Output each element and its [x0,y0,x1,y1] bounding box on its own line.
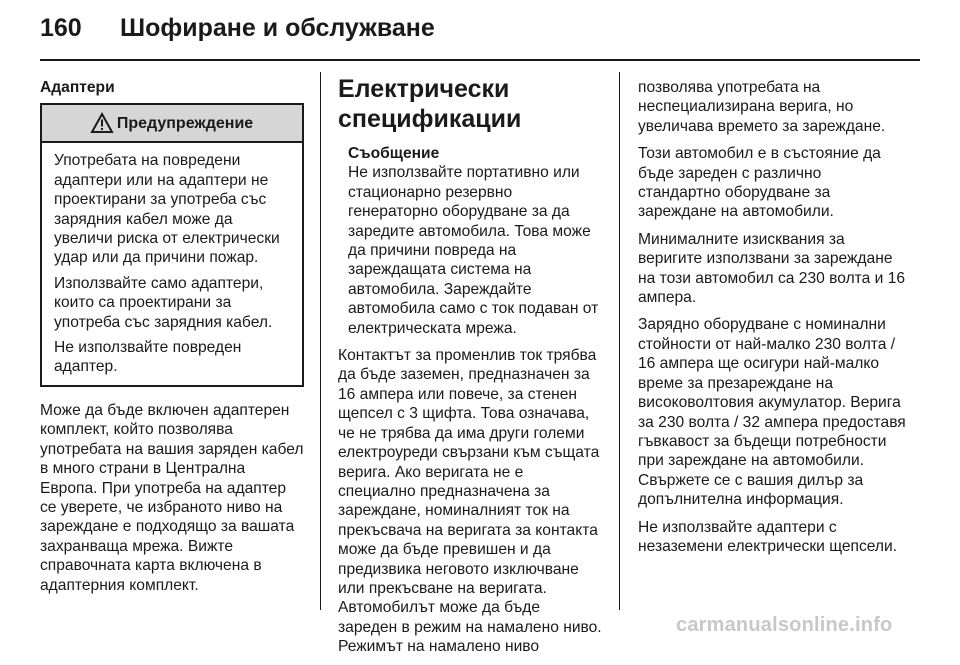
body-paragraph: позволява употребата на неспециализирана верига, но увеличава времето за зареждане. [638,79,886,135]
warning-body [42,143,302,384]
notice-label: Съобщение [348,145,440,162]
column-1 [40,78,304,603]
header-rule [40,59,920,61]
page-title: Шофиране и обслужване [120,14,435,42]
warning-header [42,105,302,143]
adapter-paragraph: Може да бъде включен адаптерен комплект, който позволява употребата на вашия заряден кабел в много страни в Централна Европа. При употреба на адаптер се уверете, че избраното ниво на зареждане е подходящо за вашата захранваща мрежа. Вижте справочната карта включена в адаптерния комплект. [40,401,304,594]
warning-icon [91,113,113,133]
page-number: 160 [40,14,82,42]
warning-paragraph: Използвайте само адаптери, които са проектирани за употреба със зарядния кабел. [54,274,273,331]
column-divider-2 [619,72,620,610]
watermark: carmanualsonline.info [676,614,893,636]
column-2 [338,75,602,665]
body-paragraph: Минималните изисквания за веригите използвани за зареждане на този автомобил са 230 волта и 16 ампера. [638,230,906,307]
column-3 [638,78,908,564]
column-divider-1 [320,72,321,610]
body-paragraph: Не използвайте адаптери с незаземени електрически щепсели. [638,518,898,555]
warning-box [40,103,304,386]
ac-outlet-paragraph: Контактът за променлив ток трябва да бъде заземен, предназначен за 16 ампера или повече, за стенен щепсел с 3 щифта. Това означава, че не трябва да има други големи електроуреди свързани към същата верига. Ако веригата не е специално предназначена за зареждане, номиналният ток на прекъсвача на веригата за контакта може да бъде превишен и да предизвика неговото изключване или прекъсване на веригата. Автомобилът може да бъде зареден в режим на намалено ниво. Режимът на намалено ниво [338,347,602,656]
page-header [40,14,920,58]
warning-paragraph: Употребата на повредени адаптери или на адаптери не проектирани за употреба със зарядния кабел може да увеличи риска от електрически удар или да причини пожар. [54,152,280,267]
section-heading-electrical-specs: Електрически спецификации [338,75,522,133]
body-paragraph: Този автомобил е в състояние да бъде зареден с различно стандартно оборудване за зареждане на автомобили. [638,145,881,221]
notice-block [338,144,602,338]
section-heading-adapters: Адаптери [40,79,115,96]
warning-title: Предупреждение [116,114,254,132]
warning-paragraph: Не използвайте повреден адаптер. [54,339,242,376]
body-paragraph: Зарядно оборудване с номинални стойности от най-малко 230 волта / 16 ампера ще осигури най-малко време за презареждане на високоволтовия акумулатор. Верига за 230 волта / 32 ампера предоставя гъвкавост за бъдещи потребности при зареждане на автомобили. Свържете се с вашия дилър за допълнителна информация. [638,316,906,509]
notice-text: Не използвайте портативно или стационарно резервно генераторно оборудване за да заредите автомобила. Това може да причини повреда на зареждащата система на автомобила. Зареждайте автомобила само с ток подаван от електрическата мрежа. [348,164,599,337]
